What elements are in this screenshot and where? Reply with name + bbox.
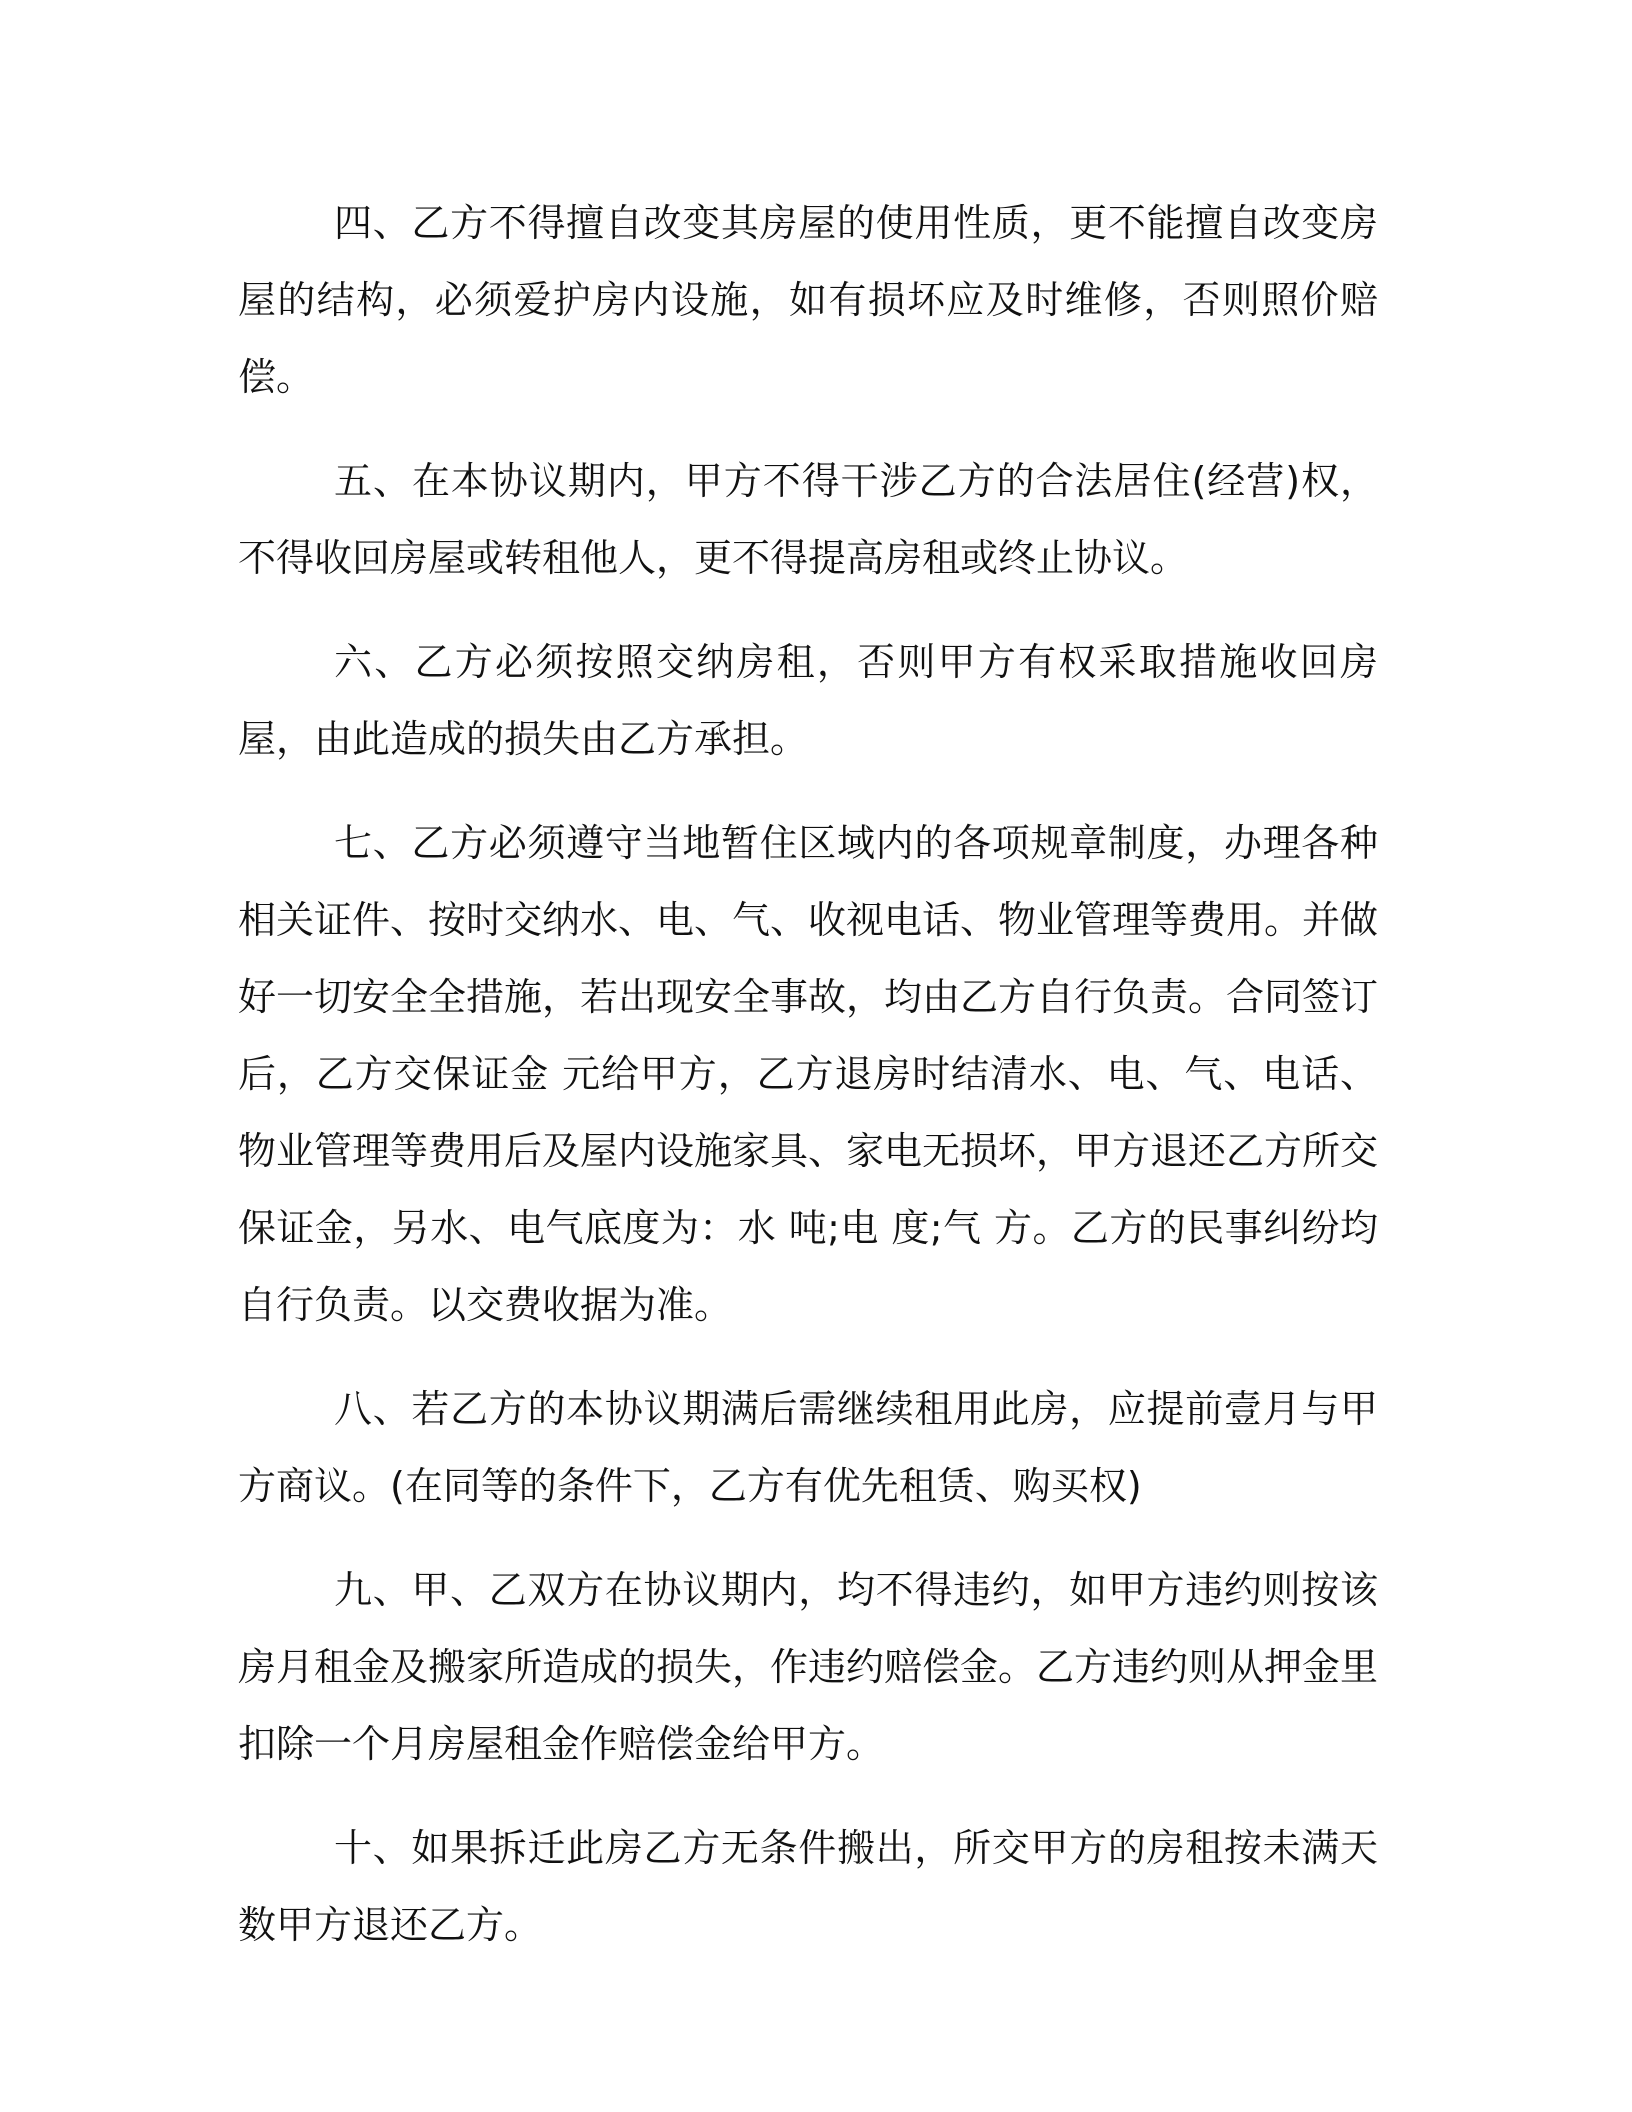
clause-10: 十、如果拆迁此房乙方无条件搬出，所交甲方的房租按未满天数甲方退还乙方。 bbox=[238, 1826, 1378, 1947]
clause-6: 六、乙方必须按照交纳房租，否则甲方有权采取措施收回房屋，由此造成的损失由乙方承担。 bbox=[238, 640, 1378, 761]
clause-9: 九、甲、乙双方在协议期内，均不得违约，如甲方违约则按该房月租金及搬家所造成的损失，作违约赔偿金。乙方违约则从押金里扣除一个月房屋租金作赔偿金给甲方。 bbox=[238, 1568, 1379, 1766]
clause-4: 四、乙方不得擅自改变其房屋的使用性质，更不能擅自改变房屋的结构，必须爱护房内设施，如有损坏应及时维修，否则照价赔偿。 bbox=[238, 201, 1378, 399]
clause-5: 五、在本协议期内，甲方不得干涉乙方的合法居住(经营)权，不得收回房屋或转租他人，更不得提高房租或终止协议。 bbox=[238, 459, 1378, 580]
document-body bbox=[238, 185, 1378, 1991]
clause-8: 八、若乙方的本协议期满后需继续租用此房，应提前壹月与甲方商议。(在同等的条件下，乙方有优先租赁、购买权) bbox=[238, 1387, 1378, 1508]
clause-7: 七、乙方必须遵守当地暂住区域内的各项规章制度，办理各种相关证件、按时交纳水、电、气、收视电话、物业管理等费用。并做好一切安全全措施，若出现安全事故，均由乙方自行负责。合同签订后，乙方交保证金 元给甲方，乙方退房时结清水、电、气、电话、物业管理等费用后及屋内设施家具、家电无损坏，甲方退还乙方所交保证金，另水、电气底度为：水 吨;电 度;气 方。乙方的民事纠纷均自行负责。以交费收据为准。 bbox=[238, 821, 1379, 1327]
